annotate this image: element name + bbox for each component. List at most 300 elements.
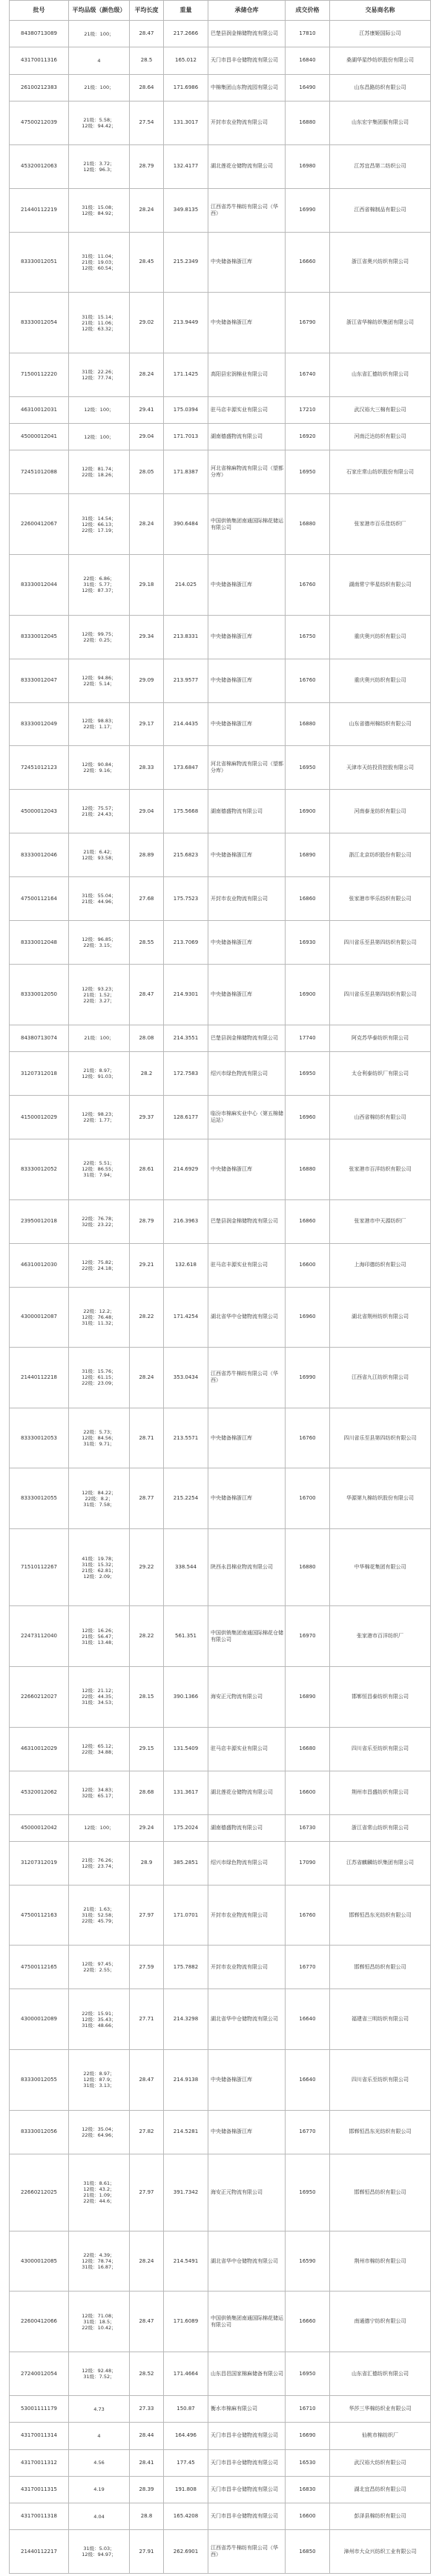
cell-lot-number: 21440112218 <box>10 1348 69 1408</box>
cell-lot-number: 43170011315 <box>10 2476 69 2503</box>
cell-warehouse: 中央储备棉浙江库 <box>208 921 286 965</box>
cell-grade: 4.19 <box>69 2476 130 2503</box>
cell-grade: 22级：4.39； 12级：78.74； 31级：16.87； <box>69 2231 130 2292</box>
cell-price: 16890 <box>286 833 330 877</box>
cell-avg-length: 28.79 <box>130 144 164 188</box>
table-row <box>10 2231 431 2292</box>
cell-avg-length: 29.37 <box>130 1096 164 1139</box>
cell-price: 16990 <box>286 188 330 232</box>
cell-grade: 21级：5.58； 12级：94.42； <box>69 101 130 144</box>
cell-weight: 213.9449 <box>164 293 208 353</box>
cell-avg-length: 27.82 <box>130 2110 164 2154</box>
table-row <box>10 1025 431 1051</box>
cell-warehouse: 开封市农业物流有限公司 <box>208 101 286 144</box>
cell-price: 16890 <box>286 1666 330 1727</box>
cell-trader: 江苏省麒麟纺织集团有限公司 <box>330 1841 431 1885</box>
cell-warehouse: 中国供销集团南通国际棉花储运有限公司 <box>208 2292 286 2352</box>
cell-weight: 175.7523 <box>164 877 208 921</box>
cell-lot-number: 47500112163 <box>10 1885 69 1946</box>
cell-lot-number: 21440112217 <box>10 2530 69 2574</box>
cell-weight: 213.9577 <box>164 659 208 702</box>
cell-lot-number: 45320012063 <box>10 144 69 188</box>
cell-price: 16960 <box>286 1287 330 1348</box>
cell-weight: 353.0434 <box>164 1348 208 1408</box>
cell-weight: 214.3298 <box>164 1989 208 2050</box>
cell-lot-number: 72451012123 <box>10 746 69 790</box>
cell-trader: 河南泛达纺织有限公司 <box>330 424 431 450</box>
cell-lot-number: 83330012051 <box>10 232 69 293</box>
cell-lot-number: 43000012087 <box>10 1287 69 1348</box>
cell-avg-length: 28.08 <box>130 1025 164 1051</box>
cell-price: 16880 <box>286 1139 330 1200</box>
cell-weight: 171.4664 <box>164 2352 208 2396</box>
cell-grade: 31级：5.03； 12级：94.97； <box>69 2530 130 2574</box>
cell-grade: 12级：100； <box>69 424 130 450</box>
cell-avg-length: 28.39 <box>130 2476 164 2503</box>
cell-weight: 338.544 <box>164 1529 208 1606</box>
cell-price: 16730 <box>286 1814 330 1841</box>
cell-trader: 湖南常宁华星纺织有限公司 <box>330 554 431 615</box>
cell-avg-length: 27.71 <box>130 1989 164 2050</box>
cell-lot-number: 22600412066 <box>10 2292 69 2352</box>
cell-grade: 21级：76.26； 12级：23.74； <box>69 1841 130 1885</box>
cell-trader: 漳州市大众兴纺织工业有限公司 <box>330 2530 431 2574</box>
cell-grade: 21级：3.72； 12级：96.3； <box>69 144 130 188</box>
cell-warehouse: 湖北莲花仓储物流有限公司 <box>208 1771 286 1814</box>
cell-weight: 164.496 <box>164 2423 208 2449</box>
cell-warehouse: 巴楚县润金棉储物流有限公司 <box>208 21 286 47</box>
table-header-row <box>10 1 431 21</box>
cell-avg-length: 29.15 <box>130 1727 164 1771</box>
cell-trader: 武汉裕大三棉有限公司 <box>330 396 431 423</box>
cell-weight: 171.4254 <box>164 1287 208 1348</box>
cell-trader: 四川省乐至纺织有限公司 <box>330 2049 431 2110</box>
cell-weight: 390.1366 <box>164 1666 208 1727</box>
cell-lot-number: 27240012054 <box>10 2352 69 2396</box>
cell-avg-length: 28.41 <box>130 2449 164 2476</box>
cell-price: 16830 <box>286 2476 330 2503</box>
cell-price: 16950 <box>286 1052 330 1096</box>
table-row <box>10 494 431 555</box>
cell-avg-length: 27.68 <box>130 877 164 921</box>
cell-lot-number: 84380713074 <box>10 1025 69 1051</box>
table-row <box>10 1243 431 1287</box>
cell-weight: 215.2349 <box>164 232 208 293</box>
cell-weight: 391.7342 <box>164 2154 208 2231</box>
cell-warehouse: 湖南德盛物流有限公司 <box>208 790 286 833</box>
table-row <box>10 746 431 790</box>
cell-weight: 175.7882 <box>164 1946 208 1989</box>
cell-price: 16660 <box>286 232 330 293</box>
cell-warehouse: 开封市农业物流有限公司 <box>208 877 286 921</box>
cell-avg-length: 28.47 <box>130 965 164 1025</box>
cell-grade: 41级：19.78； 31级：15.32； 21级：62.81； 12级：2.09； <box>69 1529 130 1606</box>
table-row <box>10 101 431 144</box>
cell-warehouse: 湖北省华中仓储物流有限公司 <box>208 2231 286 2292</box>
cell-avg-length: 29.04 <box>130 790 164 833</box>
cell-lot-number: 83330012048 <box>10 921 69 965</box>
cell-avg-length: 28.77 <box>130 1468 164 1529</box>
cell-lot-number: 83330012049 <box>10 702 69 746</box>
cell-grade: 12级：97.45； 22级：2.55； <box>69 1946 130 1989</box>
cell-grade: 12级：81.74； 22级：18.26； <box>69 450 130 494</box>
cell-warehouse: 中央储备棉浙江库 <box>208 1139 286 1200</box>
cell-weight: 128.6177 <box>164 1096 208 1139</box>
cell-warehouse: 天门市昌丰仓储物流有限公司 <box>208 2503 286 2530</box>
cell-trader: 张家港市百洋纺织有限公司 <box>330 1139 431 1200</box>
cell-trader: 仙桃市棉纺织厂 <box>330 2423 431 2449</box>
cell-warehouse: 驻马店丰源实业有限公司 <box>208 396 286 423</box>
cell-trader: 武汉裕大纺织有限公司 <box>330 2449 431 2476</box>
cell-weight: 177.45 <box>164 2449 208 2476</box>
cell-trader: 石家庄常山纺织股份有限公司 <box>330 450 431 494</box>
cell-warehouse: 中央储备棉浙江库 <box>208 702 286 746</box>
cell-avg-length: 28.45 <box>130 232 164 293</box>
cell-price: 16900 <box>286 965 330 1025</box>
cell-grade: 21级：100； <box>69 1025 130 1051</box>
cell-warehouse: 中央储备棉浙江库 <box>208 965 286 1025</box>
cell-weight: 215.2254 <box>164 1468 208 1529</box>
cell-avg-length: 28.52 <box>130 2352 164 2396</box>
cell-lot-number: 31207312018 <box>10 1052 69 1096</box>
cell-weight: 131.5409 <box>164 1727 208 1771</box>
cell-grade: 12级：35.04； 22级：64.96； <box>69 2110 130 2154</box>
cell-lot-number: 83330012054 <box>10 293 69 353</box>
cell-grade: 12级：21.12； 22级：44.35； 31级：34.53； <box>69 1666 130 1727</box>
table-row <box>10 702 431 746</box>
table-row <box>10 921 431 965</box>
cell-lot-number: 43170011316 <box>10 47 69 74</box>
table-row <box>10 2476 431 2503</box>
cell-lot-number: 71510112267 <box>10 1529 69 1606</box>
table-row <box>10 554 431 615</box>
cell-price: 16850 <box>286 2530 330 2574</box>
cell-warehouse: 中国供销集团南通国际棉花仓储有限公司 <box>208 1606 286 1667</box>
cell-trader: 荆州市棉纺织有限公司 <box>330 2231 431 2292</box>
cell-trader: 山东昌路纺织有限公司 <box>330 74 431 101</box>
cell-price: 16950 <box>286 450 330 494</box>
table-row <box>10 2396 431 2423</box>
cell-trader: 南通德宁纺织有限公司 <box>330 2292 431 2352</box>
cell-avg-length: 29.18 <box>130 554 164 615</box>
cell-trader: 湖北宜昌纺织有限公司 <box>330 2476 431 2503</box>
cell-warehouse: 巴楚县润金棉储物流有限公司 <box>208 1025 286 1051</box>
cell-warehouse: 湖北省华中仓储物流有限公司 <box>208 1287 286 1348</box>
cell-avg-length: 29.02 <box>130 293 164 353</box>
cell-price: 16750 <box>286 615 330 659</box>
cell-trader: 江苏康姬国际公司 <box>330 21 431 47</box>
cell-trader: 湖北省荆州纺织有限公司 <box>330 1287 431 1348</box>
cell-avg-length: 29.09 <box>130 659 164 702</box>
cell-trader: 重庆奥兴纺织有限公司 <box>330 659 431 702</box>
cell-warehouse: 江西省苏牛棉纺有限公司（华西） <box>208 1348 286 1408</box>
cell-weight: 213.8331 <box>164 615 208 659</box>
cell-grade: 31级：8.61； 12级：43.2； 21级：1.09； 22级：44.6； <box>69 2154 130 2231</box>
cell-lot-number: 83330012047 <box>10 659 69 702</box>
cell-price: 16860 <box>286 1199 330 1243</box>
cell-price: 16760 <box>286 554 330 615</box>
table-row <box>10 188 431 232</box>
cell-warehouse: 山东昌邑国家棉麻储备有限公司 <box>208 2352 286 2396</box>
cell-grade: 12级：93.23； 21级：1.52； 22级：3.27； <box>69 965 130 1025</box>
cell-avg-length: 27.33 <box>130 2396 164 2423</box>
table-row <box>10 424 431 450</box>
table-row <box>10 1096 431 1139</box>
cell-avg-length: 27.54 <box>130 101 164 144</box>
cell-grade: 22级：15.91； 12级：35.43； 31级：48.66； <box>69 1989 130 2050</box>
cell-warehouse: 江西省苏牛棉纺有限公司（华西） <box>208 2530 286 2574</box>
cell-price: 16920 <box>286 424 330 450</box>
cell-weight: 216.3963 <box>164 1199 208 1243</box>
cell-warehouse: 绍兴市绿色物流有限公司 <box>208 1841 286 1885</box>
cell-grade: 12级：99.75； 22级：0.25； <box>69 615 130 659</box>
cell-grade: 4 <box>69 47 130 74</box>
cell-trader: 邯郸恒昌纺织有限公司 <box>330 2154 431 2231</box>
cell-warehouse: 天门市昌丰仓储物流有限公司 <box>208 2476 286 2503</box>
cell-weight: 214.9301 <box>164 965 208 1025</box>
cell-trader: 四川省乐至县第四纺织有限公司 <box>330 965 431 1025</box>
cell-avg-length: 28.64 <box>130 74 164 101</box>
cell-grade: 22级：5.73； 12级：84.56； 31级：9.71； <box>69 1408 130 1468</box>
cell-price: 16770 <box>286 2110 330 2154</box>
cell-weight: 131.3617 <box>164 1771 208 1814</box>
cell-trader: 邯郸恒昌东光纺织有限公司 <box>330 2110 431 2154</box>
table-body <box>10 21 431 2574</box>
table-row <box>10 144 431 188</box>
cell-trader: 山东宏宇集团服有限公司 <box>330 101 431 144</box>
cell-warehouse: 中央储备棉浙江库 <box>208 615 286 659</box>
cell-lot-number: 46310012031 <box>10 396 69 423</box>
table-row <box>10 659 431 702</box>
cell-warehouse: 海安正元物流有限公司 <box>208 2154 286 2231</box>
cell-avg-length: 28.24 <box>130 353 164 396</box>
cell-weight: 165.4208 <box>164 2503 208 2530</box>
cell-weight: 175.0394 <box>164 396 208 423</box>
cell-avg-length: 27.97 <box>130 1885 164 1946</box>
cell-warehouse: 中央储备棉浙江库 <box>208 833 286 877</box>
column-header-avg-length: 平均长度 <box>130 1 164 21</box>
cell-warehouse: 中央储备棉浙江库 <box>208 659 286 702</box>
cell-lot-number: 83330012056 <box>10 2110 69 2154</box>
cell-price: 16690 <box>286 2423 330 2449</box>
table-row <box>10 2049 431 2110</box>
cell-lot-number: 47500112165 <box>10 1946 69 1989</box>
cell-lot-number: 22473112040 <box>10 1606 69 1667</box>
cell-grade: 22级：12.2； 12级：76.48； 31级：11.32； <box>69 1287 130 1348</box>
cell-weight: 349.8135 <box>164 188 208 232</box>
cell-trader: 浙江北京纺织股份有限公司 <box>330 833 431 877</box>
cell-trader: 浙江省华棉纺织集团有限公司 <box>330 293 431 353</box>
table-row <box>10 1946 431 1989</box>
table-row <box>10 1348 431 1408</box>
column-header-grade: 平均品级（颜色级） <box>69 1 130 21</box>
cell-weight: 172.7583 <box>164 1052 208 1096</box>
column-header-warehouse: 承储仓库 <box>208 1 286 21</box>
table-row <box>10 1139 431 1200</box>
cell-price: 16740 <box>286 353 330 396</box>
cell-warehouse: 天门市昌丰仓储物流有限公司 <box>208 2449 286 2476</box>
cell-avg-length: 28.33 <box>130 746 164 790</box>
cell-weight: 165.012 <box>164 47 208 74</box>
cell-price: 16840 <box>286 47 330 74</box>
cell-warehouse: 驻马店丰源实业有限公司 <box>208 1727 286 1771</box>
cell-lot-number: 83330012045 <box>10 615 69 659</box>
cell-weight: 561.351 <box>164 1606 208 1667</box>
table-row <box>10 1606 431 1667</box>
table-row <box>10 965 431 1025</box>
table-row <box>10 1199 431 1243</box>
cell-grade: 31级：14.54； 12级：66.13； 22级：17.19； <box>69 494 130 555</box>
cell-price: 16990 <box>286 1348 330 1408</box>
table-row <box>10 293 431 353</box>
cell-warehouse: 临汾市棉麻实业中心（第五棉储运站） <box>208 1096 286 1139</box>
cell-grade: 12级：100； <box>69 396 130 423</box>
cell-lot-number: 43170011312 <box>10 2449 69 2476</box>
table-row <box>10 1529 431 1606</box>
cell-weight: 171.6986 <box>164 74 208 101</box>
cell-avg-length: 28.61 <box>130 1139 164 1200</box>
cell-avg-length: 28.47 <box>130 21 164 47</box>
cell-grade: 21级：100； <box>69 74 130 101</box>
cell-warehouse: 湖南德盛物流有限公司 <box>208 1814 286 1841</box>
cell-grade: 12级：65.12； 22级：34.88； <box>69 1727 130 1771</box>
cell-weight: 214.025 <box>164 554 208 615</box>
cell-lot-number: 83330012053 <box>10 1408 69 1468</box>
table-row <box>10 1287 431 1348</box>
cell-weight: 171.0701 <box>164 1885 208 1946</box>
cell-weight: 214.6929 <box>164 1139 208 1200</box>
cell-weight: 171.8387 <box>164 450 208 494</box>
cell-price: 16590 <box>286 2231 330 2292</box>
cell-price: 16530 <box>286 2449 330 2476</box>
cell-warehouse: 湖北省华中仓储物流有限公司 <box>208 1989 286 2050</box>
cell-warehouse: 中棉集团山东物流园有限公司 <box>208 74 286 101</box>
cell-grade: 4.56 <box>69 2449 130 2476</box>
table-row <box>10 1989 431 2050</box>
cell-grade: 22级：76.78； 32级：23.22； <box>69 1199 130 1243</box>
cell-trader: 福建省三明纺织有限公司 <box>330 1989 431 2050</box>
cell-lot-number: 72451012088 <box>10 450 69 494</box>
cell-grade: 12级：75.57； 21级：24.43； <box>69 790 130 833</box>
cell-trader: 邯郸恒昌纺织有限公司 <box>330 1946 431 1989</box>
cell-trader: 张家港市中天源纺织厂 <box>330 1199 431 1243</box>
cell-price: 16900 <box>286 790 330 833</box>
cell-trader: 江西省九江纺织有限公司 <box>330 1348 431 1408</box>
cell-trader: 山东省汇德纺织有限公司 <box>330 353 431 396</box>
cell-avg-length: 29.17 <box>130 702 164 746</box>
table-row <box>10 1885 431 1946</box>
cell-warehouse: 海安正元物流有限公司 <box>208 1666 286 1727</box>
cell-grade: 31级：22.26； 12级：77.74； <box>69 353 130 396</box>
table-row <box>10 2154 431 2231</box>
cell-price: 16760 <box>286 1885 330 1946</box>
cell-warehouse: 衡水市棉麻有限公司 <box>208 2396 286 2423</box>
cell-lot-number: 41500012029 <box>10 1096 69 1139</box>
cell-warehouse: 中央储备棉浙江库 <box>208 2110 286 2154</box>
cell-avg-length: 28.24 <box>130 188 164 232</box>
column-header-trader: 交易商名称 <box>330 1 431 21</box>
cell-avg-length: 29.04 <box>130 424 164 450</box>
cell-avg-length: 28.15 <box>130 1666 164 1727</box>
cell-grade: 22级：6.86； 31级：5.77； 12级：87.37； <box>69 554 130 615</box>
cell-lot-number: 43000012085 <box>10 2231 69 2292</box>
cell-avg-length: 28.71 <box>130 1408 164 1468</box>
cell-avg-length: 27.97 <box>130 2154 164 2231</box>
cell-warehouse: 高阳县宏润棉业有限公司 <box>208 353 286 396</box>
cell-price: 17810 <box>286 21 330 47</box>
cell-price: 16640 <box>286 2049 330 2110</box>
cell-grade: 12级：34.83； 32级：65.17； <box>69 1771 130 1814</box>
cell-grade: 22级：8.97； 12级：87.9； 31级：3.13； <box>69 2049 130 2110</box>
cell-warehouse: 湖南德盛物流有限公司 <box>208 424 286 450</box>
cell-grade: 12级：84.22； 22级：8.2； 31级：7.58； <box>69 1468 130 1529</box>
cell-lot-number: 46310012030 <box>10 1243 69 1287</box>
cell-grade: 4.73 <box>69 2396 130 2423</box>
cell-trader: 江苏宜昌第二纺织公司 <box>330 144 431 188</box>
table-row <box>10 1841 431 1885</box>
cell-warehouse: 中央储备棉浙江库 <box>208 293 286 353</box>
cell-price: 16970 <box>286 1606 330 1667</box>
cell-avg-length: 28.79 <box>130 1199 164 1243</box>
cell-grade: 12级：94.86； 22级：5.14； <box>69 659 130 702</box>
cell-warehouse: 江西省苏牛棉纺有限公司（华西） <box>208 188 286 232</box>
cell-avg-length: 28.24 <box>130 494 164 555</box>
cell-avg-length: 29.21 <box>130 1243 164 1287</box>
cell-lot-number: 46310012029 <box>10 1727 69 1771</box>
cell-lot-number: 71500112220 <box>10 353 69 396</box>
cell-price: 16710 <box>286 2396 330 2423</box>
cell-weight: 175.5668 <box>164 790 208 833</box>
cell-lot-number: 45000012041 <box>10 424 69 450</box>
cell-trader: 中华棉花集团有限公司 <box>330 1529 431 1606</box>
cell-grade: 12级：90.84； 22级：9.16； <box>69 746 130 790</box>
cell-avg-length: 28.44 <box>130 2423 164 2449</box>
cell-price: 16950 <box>286 2352 330 2396</box>
table-row <box>10 2530 431 2574</box>
cell-trader: 邯郸恒昌泰纺织有限公司 <box>330 1666 431 1727</box>
cell-warehouse: 天门市昌丰仓储物流有限公司 <box>208 47 286 74</box>
cell-weight: 175.2024 <box>164 1814 208 1841</box>
table-row <box>10 1771 431 1814</box>
cell-price: 16600 <box>286 2503 330 2530</box>
cell-grade: 31级：11.04； 21级：19.03； 12级：60.54； <box>69 232 130 293</box>
cell-grade: 12级：96.85； 22级：3.15； <box>69 921 130 965</box>
cell-grade: 4.04 <box>69 2503 130 2530</box>
cell-lot-number: 22660212027 <box>10 1666 69 1727</box>
table-row <box>10 1666 431 1727</box>
column-header-price: 成交价格 <box>286 1 330 21</box>
cell-warehouse: 中国供销集团南通国际棉花储运有限公司 <box>208 494 286 555</box>
cell-trader: 浙江省常山纺织有限公司 <box>330 1814 431 1841</box>
cell-grade: 12级：92.48； 31级：7.52； <box>69 2352 130 2396</box>
cell-avg-length: 28.55 <box>130 921 164 965</box>
cell-price: 16640 <box>286 1989 330 2050</box>
cell-trader: 山西省棉纺织有限公司 <box>330 1096 431 1139</box>
cell-trader: 四川省乐至县第四纺织有限公司 <box>330 921 431 965</box>
cell-warehouse: 中央储备棉浙江库 <box>208 1468 286 1529</box>
cell-lot-number: 47500212039 <box>10 101 69 144</box>
cell-weight: 262.6901 <box>164 2530 208 2574</box>
cell-warehouse: 河北省棉麻物流有限公司（望都分库） <box>208 746 286 790</box>
table-row <box>10 877 431 921</box>
cell-grade: 31级：15.14； 21级：11.06； 12级：63.32； <box>69 293 130 353</box>
cell-price: 16790 <box>286 293 330 353</box>
cell-lot-number: 21440112219 <box>10 188 69 232</box>
cell-warehouse: 中央储备棉浙江库 <box>208 232 286 293</box>
cell-trader: 四川省乐至县第四纺织有限公司 <box>330 1408 431 1468</box>
cell-weight: 132.4177 <box>164 144 208 188</box>
cell-lot-number: 83330012046 <box>10 833 69 877</box>
